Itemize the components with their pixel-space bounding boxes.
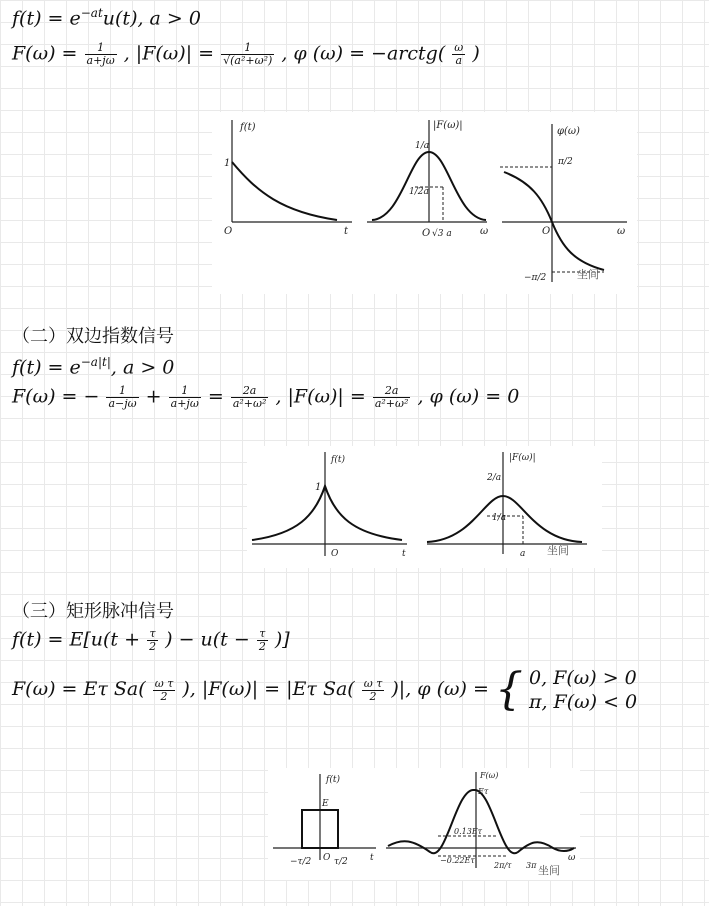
svg-text:O: O	[224, 226, 233, 237]
svg-text:√3 a: √3 a	[432, 229, 452, 239]
svg-text:φ(ω): φ(ω)	[557, 126, 580, 137]
Fw-formula-3: F(ω) = Eτ Sa( $\frac{\text{ω τ}}{2}$ ), |F(ω)| = |Eτ Sa( $\frac{\text{ω τ}}{2}$ )|, φ (ω) = { 0, F(ω) > 0 π, F(ω) < 0	[12, 664, 638, 715]
svg-text:F(ω): F(ω)	[480, 771, 499, 780]
svg-text:1: 1	[224, 158, 231, 169]
svg-text:2π/τ: 2π/τ	[494, 861, 512, 870]
phase-plot	[500, 124, 627, 283]
svg-text:−τ/2: −τ/2	[290, 857, 312, 867]
svg-text:1/a: 1/a	[492, 513, 507, 523]
svg-text:t: t	[344, 226, 349, 237]
svg-text:3π: 3π	[526, 861, 537, 870]
svg-text:π/2: π/2	[558, 157, 573, 167]
svg-text:−0.22Eτ: −0.22Eτ	[440, 856, 475, 865]
svg-text:O: O	[542, 226, 551, 237]
svg-text:t: t	[370, 853, 374, 863]
svg-text:Eτ: Eτ	[478, 787, 489, 796]
svg-text:−π/2: −π/2	[524, 273, 547, 283]
watermark-text: 坐间	[577, 268, 599, 281]
Fw-formula-2: F(ω) = − $\frac{1}{a-j\omega}$ + $\frac{1}{a+j\omega}$ = $\frac{2a}{\text{a²+ω²}}$ , |F(ω)| = $\frac{2a}{\text{a²+ω²}}$ , φ (ω) = 0	[12, 384, 520, 410]
svg-text:τ/2: τ/2	[334, 857, 348, 867]
svg-text:f(t): f(t)	[326, 775, 340, 785]
svg-text:坐间: 坐间	[538, 864, 560, 877]
mag-plot	[367, 120, 488, 239]
svg-text:ω: ω	[568, 853, 576, 863]
svg-text:坐间: 坐间	[547, 544, 569, 557]
svg-text:t: t	[402, 549, 406, 559]
figure-double-exponential	[247, 446, 602, 568]
svg-text:1/2a: 1/2a	[409, 187, 429, 197]
svg-text:E: E	[322, 799, 329, 809]
figure-single-exponential	[212, 112, 637, 294]
svg-text:2/a: 2/a	[487, 473, 502, 483]
svg-text:O: O	[323, 853, 331, 863]
svg-text:O: O	[331, 549, 339, 559]
sinc-plot	[386, 771, 576, 877]
mag2-plot	[427, 452, 587, 559]
svg-text:ω: ω	[480, 226, 489, 237]
ft-plot	[224, 120, 352, 237]
svg-text:a: a	[520, 549, 526, 559]
svg-text:O: O	[422, 228, 431, 239]
Fw-formula-1: F(ω) = $\frac{1}{a+j\omega}$ , |F(ω)| = $\frac{1}{\text{√(a²+ω²)}}$ , φ (ω) = −arctg( $\frac{\omega}{a}$ )	[12, 41, 480, 67]
svg-text:|F(ω)|: |F(ω)|	[433, 120, 463, 131]
ft-formula-2: $f(t) = e^{-a|t|}$, a > 0	[12, 355, 175, 379]
svg-text:1: 1	[315, 482, 322, 493]
section-3-heading: （三）矩形脉冲信号	[12, 601, 174, 622]
ft2-plot	[252, 452, 407, 559]
svg-text:f(t): f(t)	[331, 455, 345, 465]
svg-text:1/a: 1/a	[415, 141, 430, 151]
svg-text:|F(ω)|: |F(ω)|	[509, 453, 536, 463]
svg-text:f(t): f(t)	[240, 122, 256, 133]
ft-formula-1: $f(t) = e^{-at}u(t)$, a > 0	[12, 6, 201, 30]
figure-rectangular-pulse	[268, 768, 580, 880]
svg-text:ω: ω	[617, 226, 626, 237]
svg-text:0.13Eτ: 0.13Eτ	[454, 827, 483, 836]
ft-formula-3: f(t) = E[u(t + $\frac{\tau}{2}$ ) − u(t − $\frac{\tau}{2}$ )]	[12, 627, 290, 653]
section-2-heading: （二）双边指数信号	[12, 326, 174, 347]
rect-ft-plot	[273, 774, 376, 867]
